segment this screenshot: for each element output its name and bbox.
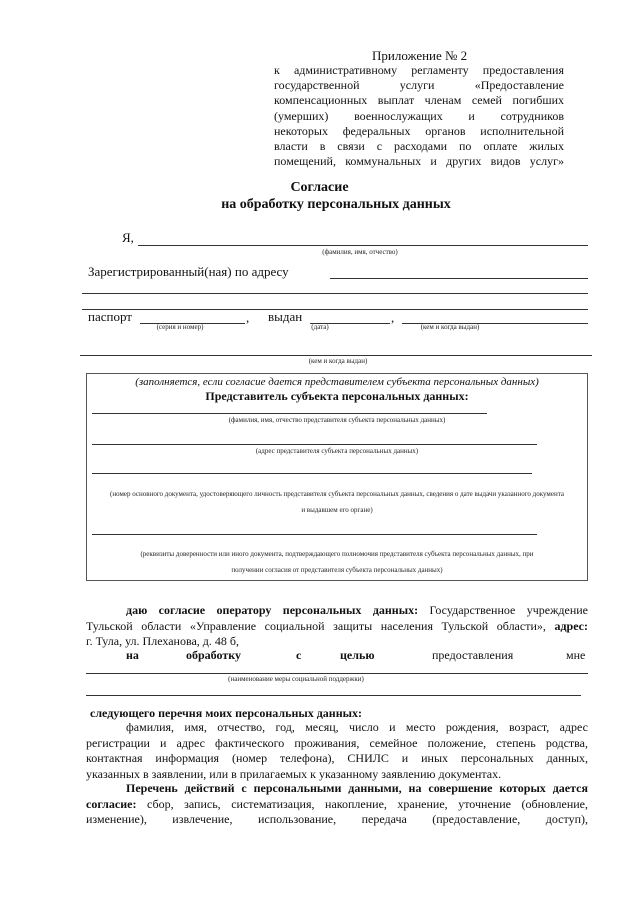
rep-address-line[interactable] [92,444,537,445]
rep-fio-caption: (фамилия, имя, отчество представителя субъекта персональных данных) [228,416,446,424]
appendix-text [274,63,564,169]
purpose-celyu: целью [340,648,375,662]
data-list-paragraph [86,720,588,782]
fio-caption: (фамилия, имя, отчество) [322,248,398,256]
measure-line-2[interactable] [86,695,581,696]
rep-document-caption: (номер основного документа, удостоверяющего личность представителя субъекта персональных данных, сведения о дате выдачи указанного документа [110,490,564,498]
i-label: Я, [122,230,134,245]
address-bold: адрес: [545,618,589,633]
purpose-mne: мне [566,648,586,662]
actions-title: Перечень действий с персональными данными, на совершение которых дается [126,781,588,795]
actions-text: сбор, запись, систематизация, накопление, хранение, уточнение (обновление, [136,796,588,811]
comma: , [246,310,250,325]
operator-name-cont: Тульской области «Управление социальной защиты населения Тульской области», [86,618,546,633]
appendix-line: к административному регламенту предоставления [274,63,564,77]
actions-paragraph [86,781,588,828]
list-line: указанных в заявлении, или в прилагаемых к указанному заявлению документах. [86,766,502,781]
address-line-1[interactable] [330,278,588,279]
passport-label: паспорт [88,309,132,324]
purpose-predost: предоставления [432,648,514,662]
measure-caption: (наименование меры социальной поддержки) [228,675,364,683]
series-caption: (серия и номер) [156,323,204,331]
by-whom-caption-2: (кем и когда выдан) [308,357,368,365]
purpose-na: на [126,648,139,662]
appendix-title: Приложение № 2 [372,48,468,63]
purpose-obrabotku: обработку [186,648,241,662]
appendix-line: (умерших) военнослужащих и сотрудников [274,108,564,123]
document-subtitle: на обработку персональных данных [221,197,451,212]
measure-line[interactable] [86,673,588,674]
document-title: Согласие [290,180,349,195]
rep-power-line[interactable] [92,534,537,535]
consent-paragraph [86,603,588,650]
consent-line-1 [86,603,588,619]
list-line: фамилия, имя, отчество, год, месяц, число и место рождения, возраст, адрес [126,720,588,734]
consent-line-2 [86,619,588,635]
purpose-s: с [296,648,302,662]
issued-by-line-2[interactable] [80,355,592,356]
appendix-line: некоторых федеральных органов исполнительной [274,123,564,138]
rep-document-line[interactable] [92,473,532,474]
rep-power-caption-2: получении согласия от представителя субъекта персональных данных) [231,566,443,574]
list-title: следующего перечня моих персональных данных: [90,706,363,720]
date-caption: (дата) [311,323,329,331]
actions-line-3: изменение), извлечение, использование, передача (предоставление, доступ), [86,812,588,826]
comma: , [391,310,395,325]
registered-label: Зарегистрированный(ная) по адресу [88,264,289,279]
fio-line[interactable] [138,245,588,246]
representative-note: (заполняется, если согласие дается представителем субъекта персональных данных) [135,376,539,388]
consent-bold: даю согласие оператору персональных данных: [126,603,419,617]
operator-name: Государственное учреждение [418,603,588,617]
operator-address: г. Тула, ул. Плеханова, д. 48 б, [86,634,240,648]
rep-address-caption: (адрес представителя субъекта персональных данных) [255,447,419,455]
issued-label: выдан [268,309,303,324]
rep-power-caption: (реквизиты доверенности или иного документа, подтверждающего полномочия представителя субъекта персональных данных, при [140,550,534,558]
address-line-3[interactable] [82,309,588,310]
appendix-line: власти в связи с расходами по оплате жилых [274,139,564,154]
list-line: регистрации и адрес фактического проживания, семейное положение, степень родства, [86,735,588,750]
list-line: контактная информация (номер телефона), СНИЛС и иных персональных данных, [86,751,588,765]
rep-document-caption-2: и выдавшем его органе) [301,506,373,514]
appendix-line: компенсационных выплат членам семей погибших [274,93,564,108]
actions-consent-bold: согласие: [86,796,137,811]
appendix-line: государственной услуги «Предоставление [274,78,564,93]
appendix-line: помещений, коммунальных и других видов услуг» [274,154,564,169]
rep-fio-line[interactable] [92,413,487,414]
by-whom-caption: (кем и когда выдан) [420,323,480,331]
address-line-2[interactable] [82,293,588,294]
representative-title: Представитель субъекта персональных данных: [205,389,469,403]
actions-line-2 [86,797,588,813]
